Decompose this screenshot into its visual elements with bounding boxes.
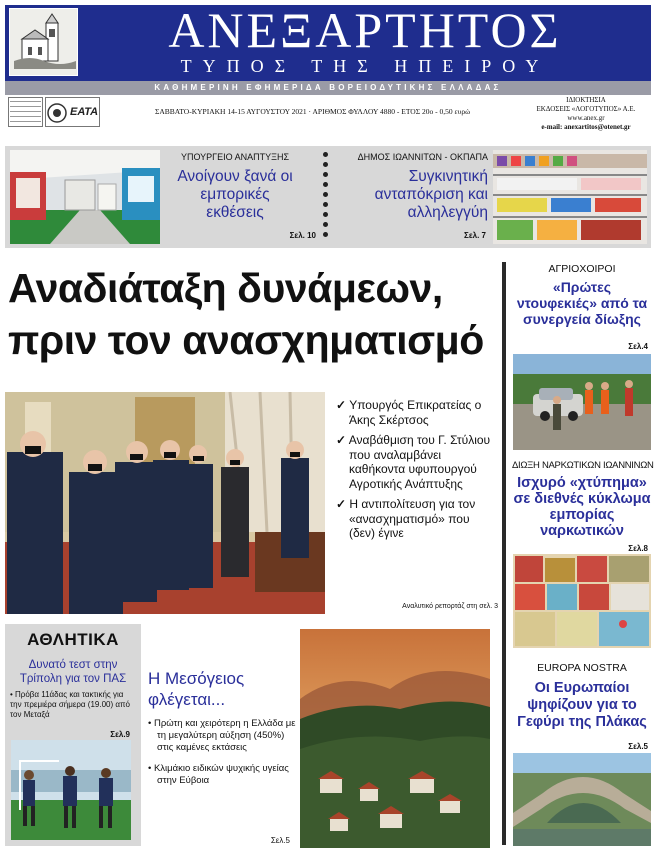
fires-bullet: [148, 763, 296, 787]
teaser-1[interactable]: [165, 152, 305, 222]
seized-drugs-photo: [513, 554, 651, 648]
main-headline-line-2: πριν τον ανασχηματισμό: [8, 317, 484, 363]
main-bullet: [336, 433, 498, 491]
hunting-patrol-photo: [513, 354, 651, 450]
swearing-in-photo: [5, 392, 325, 614]
owner-name: ΕΚΔΟΣΕΙΣ «ΛΟΓΟΤΥΠΟΣ» Α.Ε.: [536, 105, 636, 113]
supplies-photo: [493, 150, 647, 244]
teaser-2-page: Σελ. 7: [464, 231, 486, 240]
teaser-2-title: Συγκινητική ανταπόκριση και αλληλεγγύη: [374, 168, 488, 221]
bullet-check-icon: ✓: [336, 398, 347, 412]
registration-badge: [8, 97, 43, 127]
teaser-2[interactable]: [338, 152, 488, 222]
fires-bullets: [148, 718, 296, 796]
bullet-check-icon: ✓: [336, 497, 347, 511]
teaser-1-title: Ανοίγουν ξανά οι εμπορικές εκθέσεις: [177, 168, 293, 221]
exhibition-photo: [10, 150, 160, 244]
football-players-photo: [11, 740, 131, 840]
right-story-2-kicker: ΔΙΩΞΗ ΝΑΡΚΩΤΙΚΩΝ ΙΩΑΝΝΙΝΩΝ: [512, 460, 654, 471]
teaser-1-kicker: ΥΠΟΥΡΓΕΙΟ ΑΝΑΠΤΥΞΗΣ: [180, 152, 290, 162]
eata-label: ΕΑΤΑ: [70, 106, 99, 118]
column-divider: [502, 262, 506, 845]
analysis-ref: Αναλυτικό ρεπορτάζ στη σελ. 3: [402, 603, 498, 610]
tagline: ΚΑΘΗΜΕΡΙΝΗ ΕΦΗΜΕΡΙΔΑ ΒΟΡΕΙΟΔΥΤΙΚΗΣ ΕΛΛΑΔΑΣ: [5, 81, 651, 95]
paper-subtitle: ΤΥΠΟΣ ΤΗΣ ΗΠΕΙΡΟΥ: [180, 56, 550, 76]
email-link[interactable]: e-mail: anexartitos@otenet.gr: [541, 123, 631, 131]
plaka-bridge-photo: [513, 753, 651, 846]
church-icon: [10, 9, 78, 76]
website-link[interactable]: www.anex.gr: [567, 114, 605, 122]
right-story-3-page: Σελ.5: [628, 742, 648, 751]
wildfire-photo: [300, 629, 490, 848]
fires-bullet-2: Κλιμάκιο ειδικών ψυχικής υγείας στην Εύβοια: [153, 763, 289, 786]
church-logo: [9, 8, 78, 76]
paper-name: ΑΝΕΞΑΡΤΗΤΟΣ: [168, 2, 562, 58]
main-bullets: [336, 398, 498, 547]
main-headline[interactable]: [8, 262, 498, 366]
eata-badge: [45, 97, 100, 127]
owner-label: ΙΔΙΟΚΤΗΣΙΑ: [566, 96, 606, 104]
fires-headline[interactable]: Η Μεσόγειος φλέγεται...: [148, 669, 245, 709]
right-story-1-title: «Πρώτες ντουφεκιές» από τα συνεργεία δίωξης: [516, 279, 648, 327]
teaser-2-kicker: ΔΗΜΟΣ ΙΩΑΝΝΙΤΩΝ - ΟΚΠΑΠΑ: [357, 152, 488, 162]
main-bullet: [336, 497, 498, 541]
bullet-dot-icon: •: [148, 718, 152, 729]
right-story-1-page: Σελ.4: [628, 342, 648, 351]
right-story-3-kicker: EUROPA NOSTRA: [537, 662, 627, 674]
fires-bullet: [148, 718, 296, 754]
teaser-divider: [320, 152, 330, 240]
sports-section-title: ΑΘΛΗΤΙΚΑ: [27, 630, 119, 649]
teaser-1-page: Σελ. 10: [289, 231, 316, 240]
fires-bullet-1: Πρώτη και χειρότερη η Ελλάδα με τη μεγαλύτερη αύξηση (450%) στις καμένες εκτάσεις: [153, 718, 296, 753]
main-headline-line-1: Αναδιάταξη δυνάμεων,: [8, 265, 443, 311]
main-bullet-2: Αναβάθμιση του Γ. Στύλιου που αναλαμβάνει καθήκοντα υφυπουργού Αγροτικής Ανάπτυξης: [348, 433, 491, 491]
right-story-3[interactable]: [512, 662, 652, 731]
right-story-3-title: Οι Ευρωπαίοι ψηφίζουν για το Γεφύρι της Πλάκας: [517, 680, 647, 730]
sports-page: Σελ.9: [110, 730, 130, 739]
main-bullet-1: Υπουργός Επικρατείας ο Άκης Σκέρτσος: [349, 398, 482, 427]
fires-page: Σελ.5: [270, 836, 290, 845]
right-story-2[interactable]: [512, 460, 652, 539]
ownership-block: [520, 96, 652, 132]
right-story-2-title: Ισχυρό «χτύπημα» σε διεθνές κύκλωμα εμπορίας ναρκωτικών: [513, 475, 651, 539]
bullet-dot-icon: •: [148, 763, 152, 774]
sports-subtext: • Πρόβα 11άδας και τακτικής για την πρεμιέρα σήμερα (19.00) από τον Μεταξά: [10, 690, 130, 719]
dateline: ΣΑΒΒΑΤΟ-ΚΥΡΙΑΚΗ 14-15 ΑΥΓΟΥΣΤΟΥ 2021 · ΑΡΙΘΜΟΣ ΦΥΛΛΟΥ 4880 - ΕΤΟΣ 20ο - 0,50 ευρώ: [154, 107, 471, 116]
right-story-1[interactable]: [512, 263, 652, 327]
main-bullet-3: Η αντιπολίτευση για τον «ανασχηματισμό» που (δεν) έγινε: [349, 497, 476, 540]
right-story-2-page: Σελ.8: [628, 544, 648, 553]
right-story-1-kicker: ΑΓΡΙΟΧΟΙΡΟΙ: [548, 263, 616, 275]
sports-headline[interactable]: Δυνατό τεστ στην Τρίπολη για τον ΠΑΣ: [19, 659, 127, 685]
main-bullet: [336, 398, 498, 427]
bullet-check-icon: ✓: [336, 433, 347, 447]
